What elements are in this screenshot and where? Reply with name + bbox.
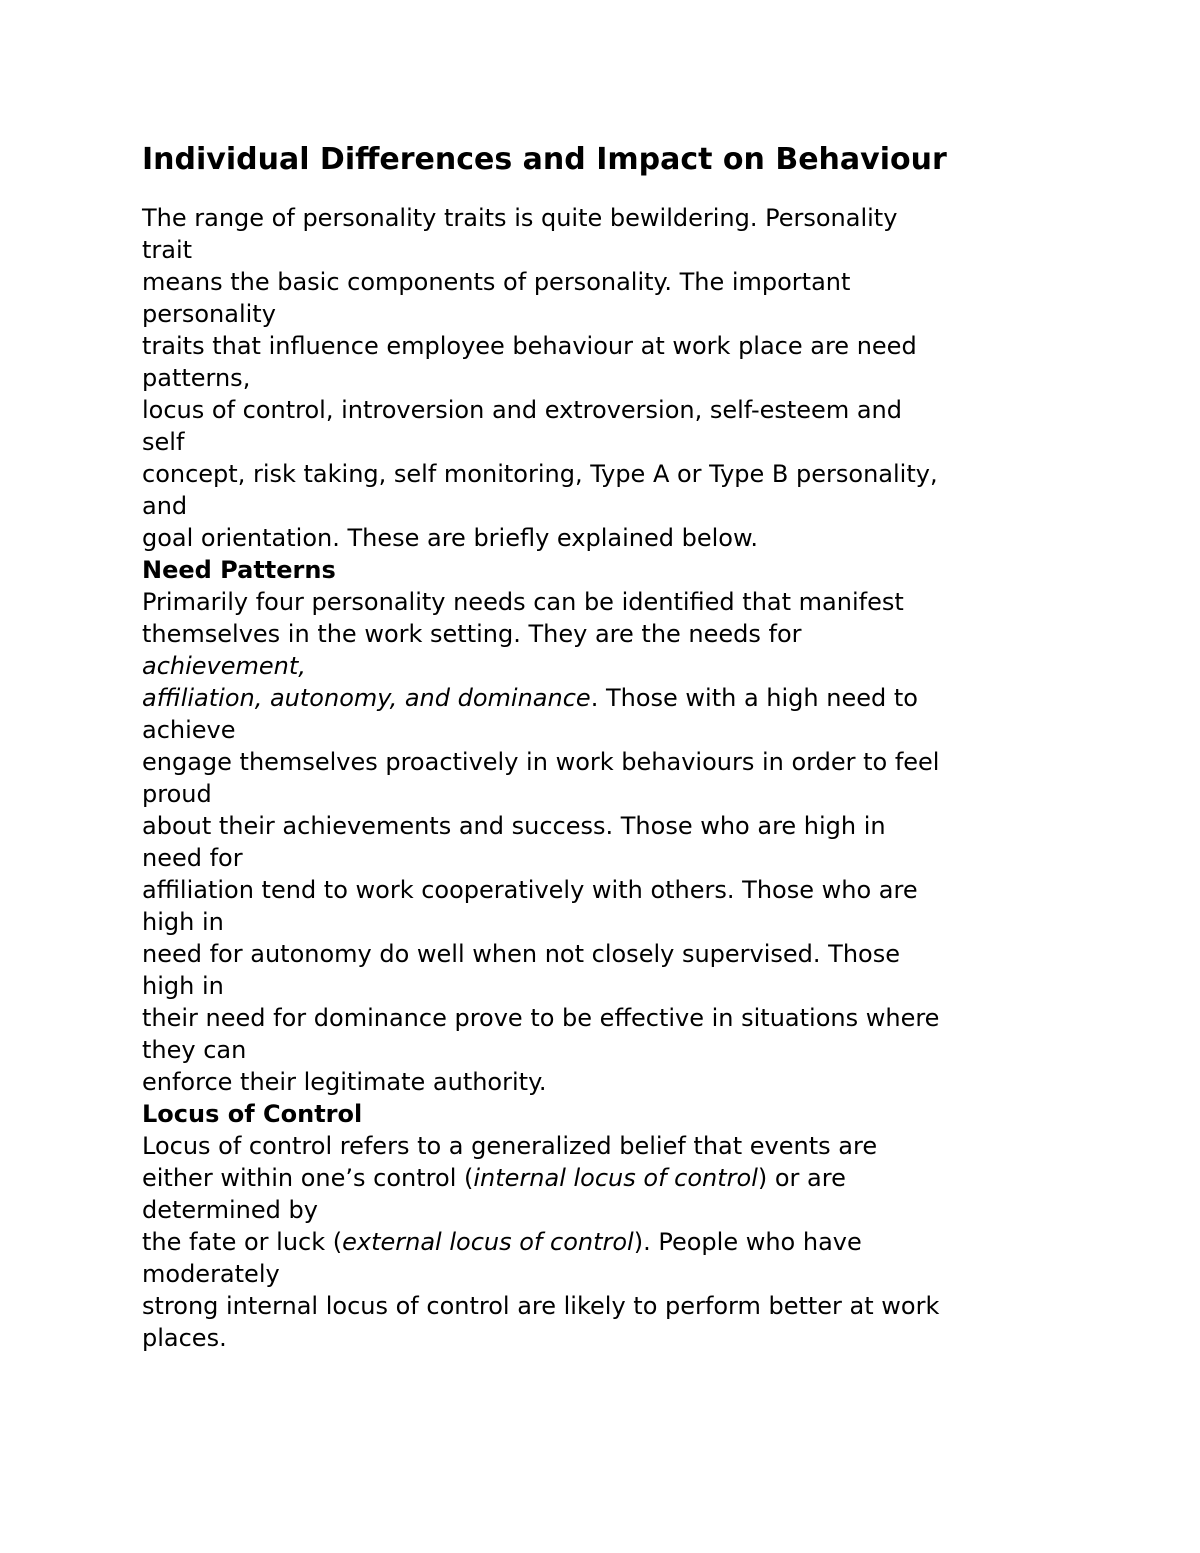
text-line: goal orientation. These are briefly explained below. [142, 524, 758, 552]
text-line: engage themselves proactively in work behaviours in order to feel [142, 748, 940, 776]
text-line: their need for dominance prove to be effective in situations where [142, 1004, 940, 1032]
intro-paragraph [142, 202, 1062, 554]
text-line: personality [142, 300, 276, 328]
text-line: Primarily four personality needs can be identified that manifest [142, 588, 904, 616]
text-line: they can [142, 1036, 247, 1064]
text-line: need for autonomy do well when not closely supervised. Those [142, 940, 900, 968]
text-line: moderately [142, 1260, 280, 1288]
text-line: proud [142, 780, 212, 808]
text-line: need for [142, 844, 243, 872]
text-line: high in [142, 908, 224, 936]
text-span: either within one’s control ( [142, 1164, 474, 1192]
section-heading-locus-of-control: Locus of Control [142, 1100, 363, 1128]
text-line: concept, risk taking, self monitoring, Type A or Type B personality, [142, 460, 938, 488]
locus-of-control-section [142, 1098, 1062, 1354]
text-line: Locus of control refers to a generalized belief that events are [142, 1132, 878, 1160]
italic-text: affiliation, autonomy, and dominance [142, 684, 591, 712]
need-patterns-section [142, 554, 1062, 1098]
text-span: the fate or luck ( [142, 1228, 343, 1256]
text-line: achieve [142, 716, 236, 744]
italic-text: internal locus of control [473, 1164, 758, 1192]
document-page [142, 138, 1062, 1354]
text-span: ) or are [757, 1164, 846, 1192]
text-line: traits that influence employee behaviour at work place are need [142, 332, 917, 360]
text-line: strong internal locus of control are likely to perform better at work [142, 1292, 940, 1320]
text-line [142, 1226, 1062, 1258]
text-span: ). People who have [633, 1228, 862, 1256]
text-span: . Those with a high need to [590, 684, 918, 712]
italic-text: external locus of control [342, 1228, 634, 1256]
text-line: The range of personality traits is quite bewildering. Personality [142, 204, 898, 232]
section-heading-need-patterns: Need Patterns [142, 556, 336, 584]
text-line [142, 1162, 1062, 1194]
text-line [142, 650, 1062, 682]
text-line: self [142, 428, 185, 456]
text-line: themselves in the work setting. They are the needs for [142, 620, 802, 648]
document-title: Individual Differences and Impact on Behaviour [142, 142, 947, 177]
text-line: locus of control, introversion and extroversion, self-esteem and [142, 396, 902, 424]
text-line: affiliation tend to work cooperatively with others. Those who are [142, 876, 918, 904]
text-line: trait [142, 236, 193, 264]
italic-text: achievement, [142, 652, 306, 680]
text-line [142, 682, 1062, 714]
text-line: means the basic components of personality. The important [142, 268, 851, 296]
text-line: determined by [142, 1196, 318, 1224]
text-line: about their achievements and success. Those who are high in [142, 812, 886, 840]
text-line: places. [142, 1324, 227, 1352]
text-line: patterns, [142, 364, 251, 392]
text-line: enforce their legitimate authority. [142, 1068, 547, 1096]
text-line: and [142, 492, 188, 520]
text-line: high in [142, 972, 224, 1000]
